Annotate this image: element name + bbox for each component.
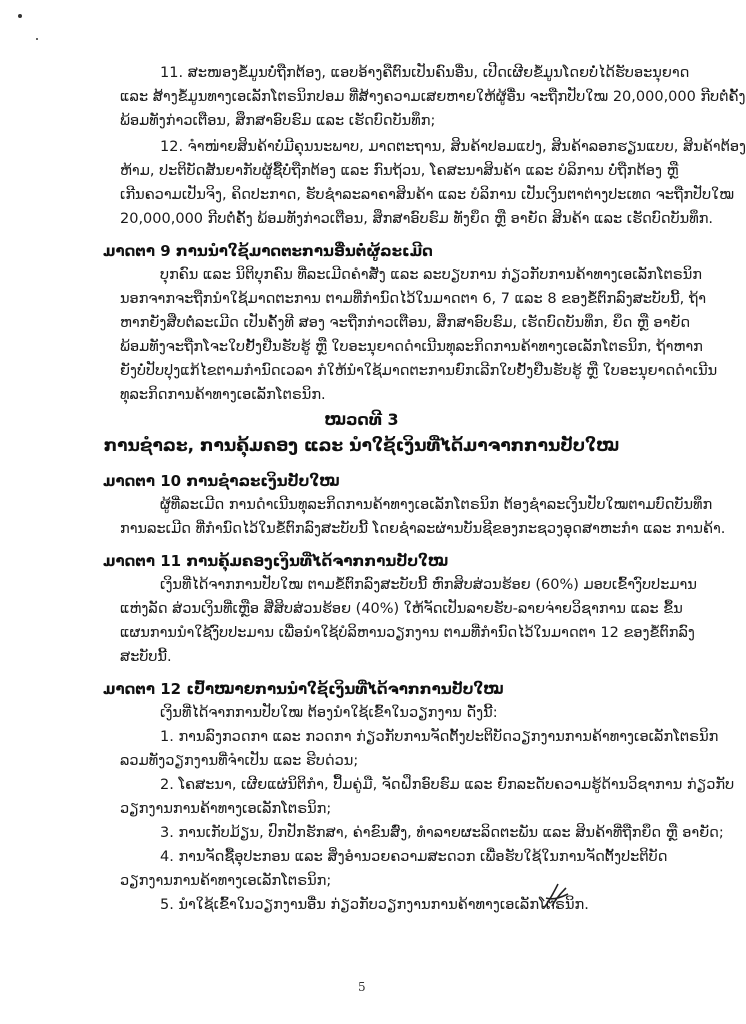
text-line: 12. ຈຳໜ່າຍສິນຄ້າບໍ່ມີຄຸນນະພາບ, ມາດຕະຖານ, ສິນຄ້າປອມແປງ, ສິນຄ້າລອກຮຽນແບບ, ສິນຄ້າຕ້ອງ — [160, 139, 746, 155]
text-line: ບຸກຄົນ ແລະ ນິຕິບຸກຄົນ ທີ່ລະເມີດຄຳສັ່ງ ແລະ ລະບຽບການ ກ່ຽວກັບການຄ້າທາງເອເລັກໂຕຣນິກ — [160, 267, 702, 283]
text-line: ແລະ ສ້າງຂໍ້ມູນທາງເອເລັກໂຕຣນິກປອມ ທີ່ສ້າງຄວາມເສຍຫາຍໃຫ້ຜູ້ອື່ນ ຈະຖືກປັບໃໝ 20,000,000 ກີບຕໍ່ຄັ້ງ — [120, 89, 746, 105]
scan-speck — [18, 14, 22, 18]
text-line: ແຫ່ງລັດ ສ່ວນເງິນທີ່ເຫຼືອ ສີ່ສິບສ່ວນຮ້ອຍ (40%) ໃຫ້ຈັດເປັນລາຍຮັບ-ລາຍຈ່າຍວິຊາການ ແລະ ຂຶ້ນ — [120, 601, 683, 617]
list-item: 2. ໂຄສະນາ, ເຜີຍແຜ່ນິຕິກຳ, ປຶ້ມຄູ່ມື, ຈັດຝຶກອົບຮົມ ແລະ ຍົກລະດັບຄວາມຮູ້ດ້ານວິຊາການ ກ່ຽວກັບ — [160, 777, 735, 793]
text-line: ລວມທັງວຽກງານທີ່ຈຳເປັນ ແລະ ຮີບດ່ວນ; — [120, 753, 359, 769]
list-item: 1. ການລົງກວດກາ ແລະ ກວດກາ ກ່ຽວກັບການຈັດຕັ້ງປະຕິບັດວຽກງານການຄ້າທາງເອເລັກໂຕຣນິກ — [160, 729, 719, 745]
list-item: 3. ການເກັບມ້ຽນ, ປົກປັກຮັກສາ, ຄ່າຂົນສົ່ງ, ທຳລາຍຜະລິດຕະພັນ ແລະ ສິນຄ້າທີ່ຖືກຍຶດ ຫຼື ອາຍັດ; — [160, 825, 724, 841]
scan-speck — [36, 38, 38, 40]
text-line: ຫາກຍັງສືບຕໍ່ລະເມີດ ເປັນຄັ້ງທີ ສອງ ຈະຖືກກ່າວເຕືອນ, ສຶກສາອົບຮົມ, ເຮັດບົດບັນທຶກ, ຍຶດ ຫຼື ອາຍັດ — [120, 315, 691, 331]
text-line: ແຜນການນຳໃຊ້ງົບປະມານ ເພື່ອນຳໃຊ້ບໍລິຫານວຽກງານ ຕາມທີ່ກຳນົດໄວ້ໃນມາດຕາ 12 ຂອງຂໍ້ຕົກລົງ — [120, 625, 695, 641]
list-item: 4. ການຈັດຊື້ອຸປະກອນ ແລະ ສິ່ງອຳນວຍຄວາມສະດວກ ເພື່ອຮັບໃຊ້ໃນການຈັດຕັ້ງປະຕິບັດ — [160, 849, 668, 865]
text-line: ວຽກງານການຄ້າທາງເອເລັກໂຕຣນິກ; — [120, 801, 332, 817]
article-heading: ມາດຕາ 11 ການຄຸ້ມຄອງເງິນທີ່ໄດ້ຈາກການປັບໃໝ — [103, 552, 449, 570]
text-line: ເງິນທີ່ໄດ້ຈາກການປັບໃໝ ຕ້ອງນຳໃຊ້ເຂົ້າໃນວຽກງານ ດັ່ງນີ້: — [160, 705, 498, 721]
text-line: ທຸລະກິດການຄ້າທາງເອເລັກໂຕຣນິກ. — [120, 387, 326, 403]
chapter-label: ໝວດທີ 3 — [324, 410, 399, 429]
text-line: 20,000,000 ກີບຕໍ່ຄັ້ງ ພ້ອມທັງກ່າວເຕືອນ, ສຶກສາອົບຮົມ ທັງຍຶດ ຫຼື ອາຍັດ ສິນຄ້າ ແລະ ເຮັດບົດບັນທຶກ. — [120, 211, 714, 227]
chapter-title: ການຊຳລະ, ການຄຸ້ມຄອງ ແລະ ນຳໃຊ້ເງິນທີ່ໄດ້ມາຈາກການປັບໃໝ — [103, 436, 620, 456]
text-line: ວຽກງານການຄ້າທາງເອເລັກໂຕຣນິກ; — [120, 873, 332, 889]
article-heading: ມາດຕາ 12 ເປົ້າໝາຍການນຳໃຊ້ເງິນທີ່ໄດ້ຈາກການປັບໃໝ — [103, 680, 504, 698]
text-line: ນອກຈາກຈະຖືກນຳໃຊ້ມາດຕະການ ຕາມທີ່ກຳນົດໄວ້ໃນມາດຕາ 6, 7 ແລະ 8 ຂອງຂໍ້ຕົກລົງສະບັບນີ້, ຖ້າ — [120, 291, 707, 307]
list-item: 5. ນຳໃຊ້ເຂົ້າໃນວຽກງານອື່ນ ກ່ຽວກັບວຽກງານການຄ້າທາງເອເລັກໂຕຣນິກ. — [160, 897, 589, 913]
text-line: ສະບັບນີ້. — [120, 649, 172, 665]
text-line: ພ້ອມທັງກ່າວເຕືອນ, ສຶກສາອົບຮົມ ແລະ ເຮັດບົດບັນທຶກ; — [120, 113, 436, 129]
text-line: ການລະເມີດ ທີ່ກຳນົດໄວ້ໃນຂໍ້ຕົກລົງສະບັບນີ້ ໂດຍຊຳລະຜ່ານບັນຊີຂອງກະຊວງອຸດສາຫະກຳ ແລະ ການຄ້າ. — [120, 521, 726, 537]
article-heading: ມາດຕາ 10 ການຊຳລະເງິນປັບໃໝ — [103, 472, 340, 490]
text-line: ຫ້າມ, ປະຕິບັດສັນຍາກັບຜູ້ຊື້ບໍ່ຖືກຕ້ອງ ແລະ ກົນຖ້ວນ, ໂຄສະນາສິນຄ້າ ແລະ ບໍລິການ ບໍ່ຖືກຕ້ອງ ຫຼື — [120, 163, 679, 179]
article-heading: ມາດຕາ 9 ການນຳໃຊ້ມາດຕະການອື່ນຕໍ່ຜູ້ລະເມີດ — [103, 242, 433, 260]
signature-initial — [540, 878, 572, 914]
text-line: ຜູ້ທີ່ລະເມີດ ການດຳເນີນທຸລະກິດການຄ້າທາງເອເລັກໂຕຣນິກ ຕ້ອງຊຳລະເງິນປັບໃໝຕາມບົດບັນທຶກ — [160, 497, 713, 513]
text-line: ເງິນທີ່ໄດ້ຈາກການປັບໃໝ ຕາມຂໍ້ຕົກລົງສະບັບນີ້ ຫົກສິບສ່ວນຮ້ອຍ (60%) ມອບເຂົ້າງົບປະມານ — [160, 577, 697, 593]
text-line: ເກີນຄວາມເປັນຈິງ, ຄິດປະກາດ, ຮັບຊຳລະລາຄາສິນຄ້າ ແລະ ບໍລິການ ເປັນເງິນຕາຕ່າງປະເທດ ຈະຖືກປັບໃໝ — [120, 187, 735, 203]
text-line: ຍັງບໍ່ປັບປຸງແກ້ໄຂຕາມກຳນົດເວລາ ກໍໃຫ້ນຳໃຊ້ມາດຕະການຍົກເລີກໃບຢັ້ງຢືນຮັບຮູ້ ຫຼື ໃບອະນຸຍາດດຳເນີນ — [120, 363, 718, 379]
text-line: 11. ສະໜອງຂໍ້ມູນບໍ່ຖືກຕ້ອງ, ແອບອ້າງຄືຕົນເປັນຄົນອື່ນ, ເປີດເຜີຍຂໍ້ມູນໂດຍບໍ່ໄດ້ຮັບອະນຸຍາດ — [160, 65, 690, 81]
page-number: 5 — [358, 980, 366, 994]
text-line: ພ້ອມທັງຈະຖືກໂຈະໃບຢັ້ງຢືນຮັບຮູ້ ຫຼື ໃບອະນຸຍາດດຳເນີນທຸລະກິດການຄ້າທາງເອເລັກໂຕຣນິກ, ຖ້າຫາກ — [120, 339, 703, 355]
